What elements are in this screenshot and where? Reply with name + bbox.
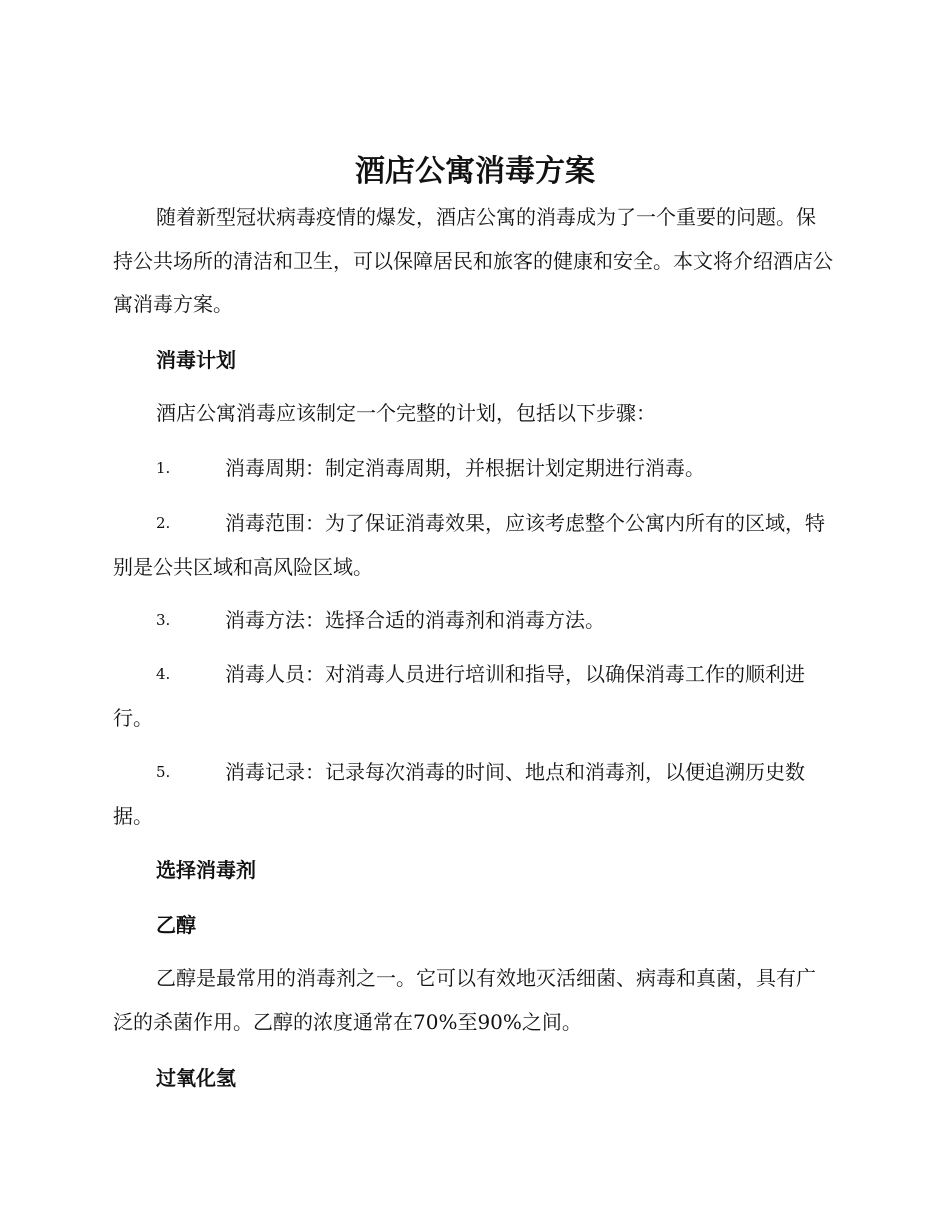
subheading-hydrogen-peroxide: 过氧化氢	[156, 1066, 236, 1090]
ethanol-paragraph: 乙醇是最常用的消毒剂之一。它可以有效地灭活细菌、病毒和真菌，具有广泛的杀菌作用。乙醇的浓度通常在70%至90%之间。	[113, 966, 816, 1034]
list-item-text: 消毒范围：为了保证消毒效果，应该考虑整个公寓内所有的区域，特别是公共区域和高风险区域。	[113, 511, 825, 579]
list-item	[113, 502, 835, 589]
list-item-number: 1.	[156, 459, 171, 477]
subheading-ethanol: 乙醇	[156, 913, 196, 937]
list-item-text: 消毒人员：对消毒人员进行培训和指导，以确保消毒工作的顺利进行。	[113, 662, 805, 730]
list-item-number: 4.	[156, 665, 171, 683]
list-item-text: 消毒方法：选择合适的消毒剂和消毒方法。	[225, 608, 605, 632]
intro-paragraph: 随着新型冠状病毒疫情的爆发，酒店公寓的消毒成为了一个重要的问题。保持公共场所的清洁和卫生，可以保障居民和旅客的健康和安全。本文将介绍酒店公寓消毒方案。	[113, 205, 833, 316]
list-item	[113, 751, 835, 838]
list-item	[113, 653, 835, 740]
section-heading-plan: 消毒计划	[156, 348, 236, 372]
list-item	[113, 447, 835, 491]
list-item-number: 2.	[156, 514, 171, 532]
plan-lead-paragraph: 酒店公寓消毒应该制定一个完整的计划，包括以下步骤：	[156, 401, 656, 425]
document-title: 酒店公寓消毒方案	[355, 154, 595, 189]
list-item-text: 消毒周期：制定消毒周期，并根据计划定期进行消毒。	[225, 456, 705, 480]
list-item-text: 消毒记录：记录每次消毒的时间、地点和消毒剂，以便追溯历史数据。	[113, 760, 805, 828]
section-heading-disinfectant: 选择消毒剂	[156, 858, 256, 882]
list-item-number: 3.	[156, 611, 171, 629]
list-item-number: 5.	[156, 763, 171, 781]
list-item	[113, 599, 835, 643]
